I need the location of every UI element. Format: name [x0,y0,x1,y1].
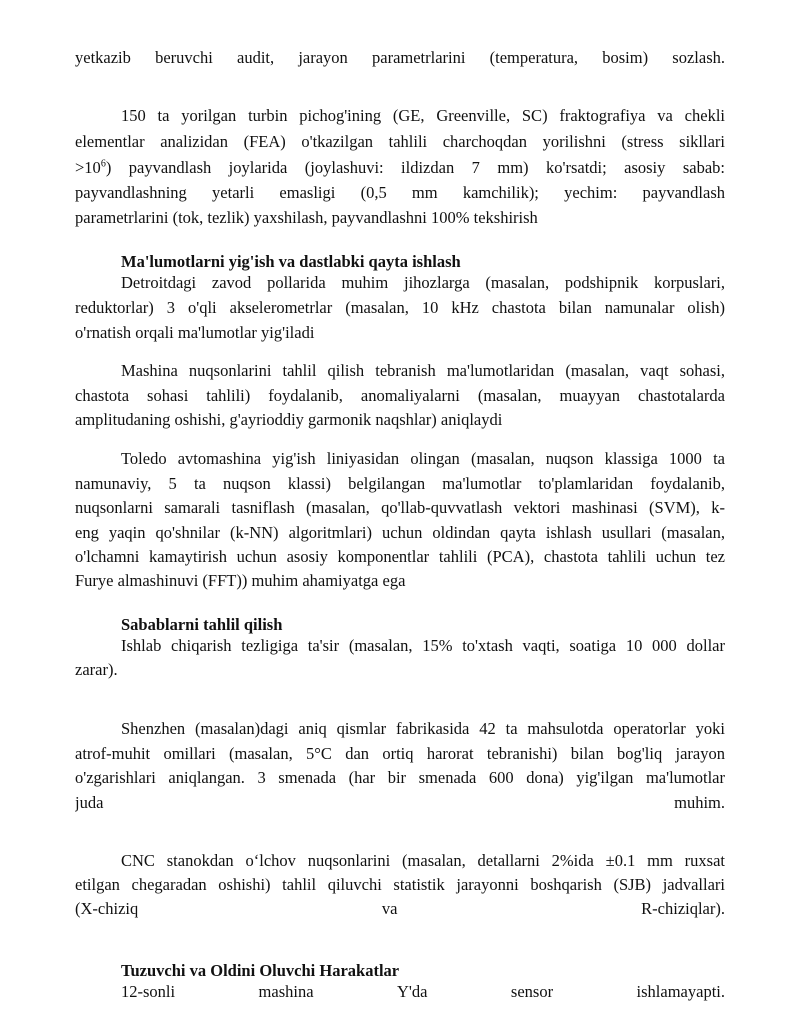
paragraph-line: 150 ta yorilgan turbin pichog'ining (GE, Greenville, SC) fraktografiya va chekli [121,106,725,125]
paragraph-line: reduktorlar) 3 o'qli akselerometrlar (masalan, 10 kHz chastota bilan namunalar olish) [75,298,725,317]
superscript: 6 [100,158,106,170]
text-run: (X-chiziq [75,899,139,918]
paragraph-line [75,896,725,921]
paragraph-line: namunaviy, 5 ta nuqson klassi) belgilangan ma'lumotlar to'plamlaridan foydalanib, [75,474,725,493]
paragraph-line: eng yaqin qo'shnilar (k-NN) algoritmlari) uchun oldindan qayta ishlash usullari (masalan, [75,523,725,542]
paragraph-line [75,790,725,815]
paragraph-line: yetkazib beruvchi audit, jarayon parametrlarini (temperatura, bosim) sozlash. [75,48,725,67]
text-run: juda [75,793,104,812]
text-run: ) payvandlash joylarida (joylashuvi: ildizdan 7 mm) ko'rsatdi; asosiy sabab: [105,158,725,177]
paragraph-line: parametrlarini (tok, tezlik) yaxshilash, payvandlashni 100% tekshirish [75,208,538,227]
text-run: sensor [510,982,554,1001]
paragraph-line: Detroitdagi zavod pollarida muhim jihozlarga (masalan, podshipnik korpuslari, [121,273,725,292]
paragraph-line: o'rnatish orqali ma'lumotlar yig'iladi [75,323,315,342]
paragraph-line: Ishlab chiqarish tezligiga ta'sir (masalan, 15% to'xtash vaqti, soatiga 10 000 dollar [121,636,725,655]
paragraph-line: Toledo avtomashina yig'ish liniyasidan olingan (masalan, nuqson klassiga 1000 ta [121,449,725,468]
text-run: >10 [75,158,101,177]
text-run: Y'da [397,982,428,1001]
paragraph-line: payvandlashning yetarli emasligi (0,5 mm kamchilik); yechim: payvandlash [75,183,725,202]
paragraph-line: atrof-muhit omillari (masalan, 5°C dan ortiq harorat tebranishi) bilan bog'liq jarayon [75,744,725,763]
text-run: ishlamayapti. [636,982,725,1001]
paragraph-line: nuqsonlarni samarali tasniflash (masalan, qo'llab-quvvatlash vektori mashinasi (SVM), k- [75,498,725,517]
paragraph-line: amplitudaning oshishi, g'ayrioddiy garmonik naqshlar) aniqlaydi [75,410,503,429]
section-heading: Sabablarni tahlil qilish [121,615,283,634]
paragraph-line: Shenzhen (masalan)dagi aniq qismlar fabrikasida 42 ta mahsulotda operatorlar yoki [121,719,725,738]
paragraph-line: zarar). [75,660,118,679]
section-heading: Ma'lumotlarni yig'ish va dastlabki qayta ishlash [121,252,461,271]
paragraph-line [121,979,725,1004]
text-run: 12-sonli [121,982,176,1001]
paragraph-line: etilgan chegaradan oshishi) tahlil qiluvchi statistik jarayonni boshqarish (SJB) jadvallari [75,875,725,894]
text-run: va [381,899,398,918]
section-heading: Tuzuvchi va Oldini Oluvchi Harakatlar [121,961,400,980]
paragraph-line: o'zgarishlari aniqlangan. 3 smenada (har bir smenada 600 dona) yig'ilgan ma'lumotlar [75,768,725,787]
text-run: R-chiziqlar). [641,899,725,918]
paragraph-line: Furye almashinuvi (FFT)) muhim ahamiyatga ega [75,571,406,590]
paragraph-line: Mashina nuqsonlarini tahlil qilish tebranish ma'lumotlaridan (masalan, vaqt sohasi, [121,361,725,380]
text-run: mashina [258,982,314,1001]
text-run: muhim. [674,793,725,812]
paragraph-line: o'lchamni kamaytirish uchun asosiy komponentlar tahlili (PCA), chastota tahlili uchun tez [75,547,725,566]
paragraph-line: elementlar analizidan (FEA) o'tkazilgan tahlili charchoqdan yorilishni (stress sikllari [75,132,725,151]
paragraph-line: CNC stanokdan o‘lchov nuqsonlarini (masalan, detallarni 2%ida ±0.1 mm ruxsat [121,851,725,870]
paragraph-line [75,155,725,180]
paragraph-line: chastota sohasi tahlili) foydalanib, anomaliyalarni (masalan, muayyan chastotalarda [75,386,725,405]
